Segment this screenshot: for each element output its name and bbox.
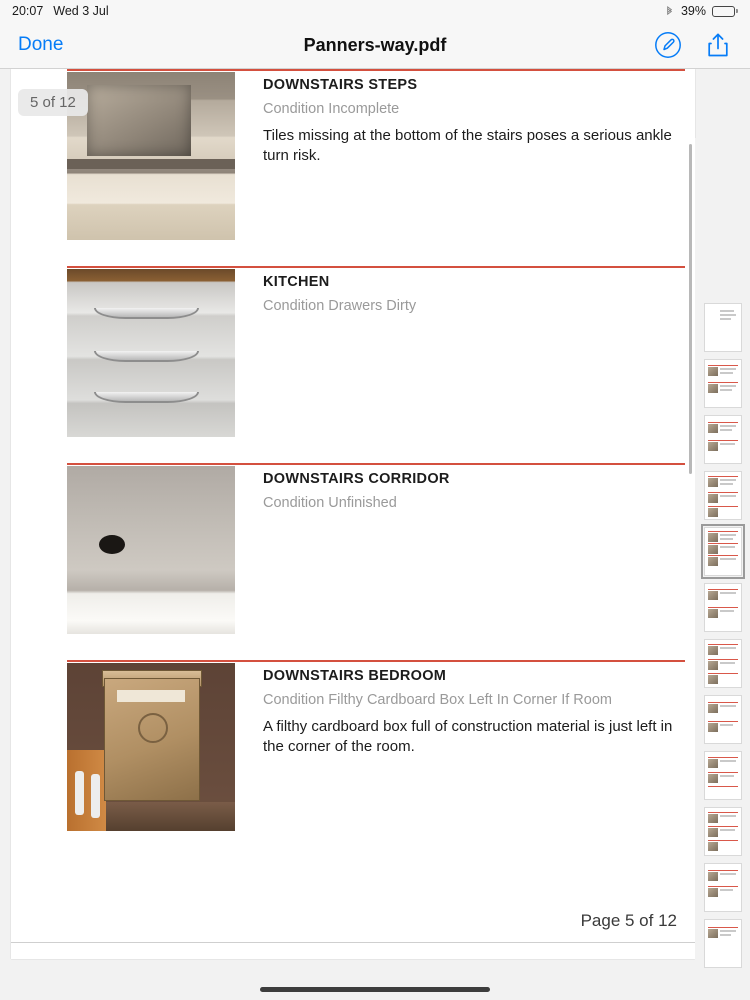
battery-percent-label: 39%	[680, 4, 706, 18]
pdf-page[interactable]	[11, 69, 695, 959]
thumbnail-page-4[interactable]	[704, 471, 742, 520]
entry-note: Tiles missing at the bottom of the stairs poses a serious ankle turn risk.	[263, 127, 672, 165]
entry-note: A filthy cardboard box full of construction material is just left in the corner of the room.	[263, 718, 673, 756]
thumbnail-page-3[interactable]	[704, 415, 742, 464]
entry-condition: Condition Drawers Dirty	[263, 298, 417, 314]
entry-divider-rule	[67, 266, 685, 268]
markup-pen-circle-icon[interactable]	[654, 31, 682, 59]
entry-condition: Condition Filthy Cardboard Box Left In Corner If Room	[263, 692, 612, 708]
entry-title: DOWNSTAIRS STEPS	[263, 77, 418, 93]
thumbnail-page-8[interactable]	[704, 695, 742, 744]
entry-title: KITCHEN	[263, 274, 330, 290]
status-time: 20:07	[12, 4, 44, 18]
navigation-bar	[0, 22, 750, 69]
entry-text-block	[263, 471, 681, 520]
page-footer-label: Page 5 of 12	[580, 911, 677, 930]
thumbnail-page-1[interactable]	[704, 303, 742, 352]
thumbnail-page-10[interactable]	[704, 807, 742, 856]
entry-text-block	[263, 668, 681, 758]
corridor-wall-photo	[67, 466, 235, 634]
entry-title: DOWNSTAIRS CORRIDOR	[263, 471, 450, 487]
entry-condition: Condition Incomplete	[263, 101, 400, 117]
thumbnail-strip[interactable]	[695, 138, 750, 972]
thumbnail-list	[704, 303, 742, 968]
entry-condition: Condition Unfinished	[263, 495, 397, 511]
bedroom-cardboard-box-photo	[67, 663, 235, 831]
thumbnail-page-5[interactable]	[704, 527, 742, 576]
thumbnail-page-2[interactable]	[704, 359, 742, 408]
home-indicator[interactable]	[260, 987, 490, 992]
done-button[interactable]: Done	[18, 34, 64, 55]
status-bar-right	[664, 4, 738, 18]
navigation-bar-actions	[654, 31, 732, 59]
kitchen-drawers-photo	[67, 269, 235, 437]
entry-divider-rule	[67, 69, 685, 71]
thumbnail-page-7[interactable]	[704, 639, 742, 688]
thumbnail-page-11[interactable]	[704, 863, 742, 912]
battery-icon	[712, 6, 738, 17]
status-date: Wed 3 Jul	[53, 4, 109, 18]
entry-text-block	[263, 274, 681, 323]
home-bar	[0, 976, 750, 1000]
page-scrollbar[interactable]	[689, 144, 692, 474]
bluetooth-icon	[664, 6, 675, 17]
entry-title: DOWNSTAIRS BEDROOM	[263, 668, 447, 684]
status-bar	[0, 0, 750, 22]
document-title: Panners-way.pdf	[303, 34, 447, 55]
thumbnail-page-12[interactable]	[704, 919, 742, 968]
page-footer-rule	[11, 942, 695, 943]
pdf-viewer[interactable]	[0, 69, 750, 1000]
share-icon[interactable]	[704, 31, 732, 59]
entry-divider-rule	[67, 463, 685, 465]
status-bar-left	[12, 4, 109, 18]
page-indicator-badge: 5 of 12	[18, 89, 88, 116]
thumbnail-page-9[interactable]	[704, 751, 742, 800]
entry-text-block	[263, 77, 681, 167]
stairs-tiles-photo	[67, 72, 235, 240]
thumbnail-page-6[interactable]	[704, 583, 742, 632]
entry-divider-rule	[67, 660, 685, 662]
